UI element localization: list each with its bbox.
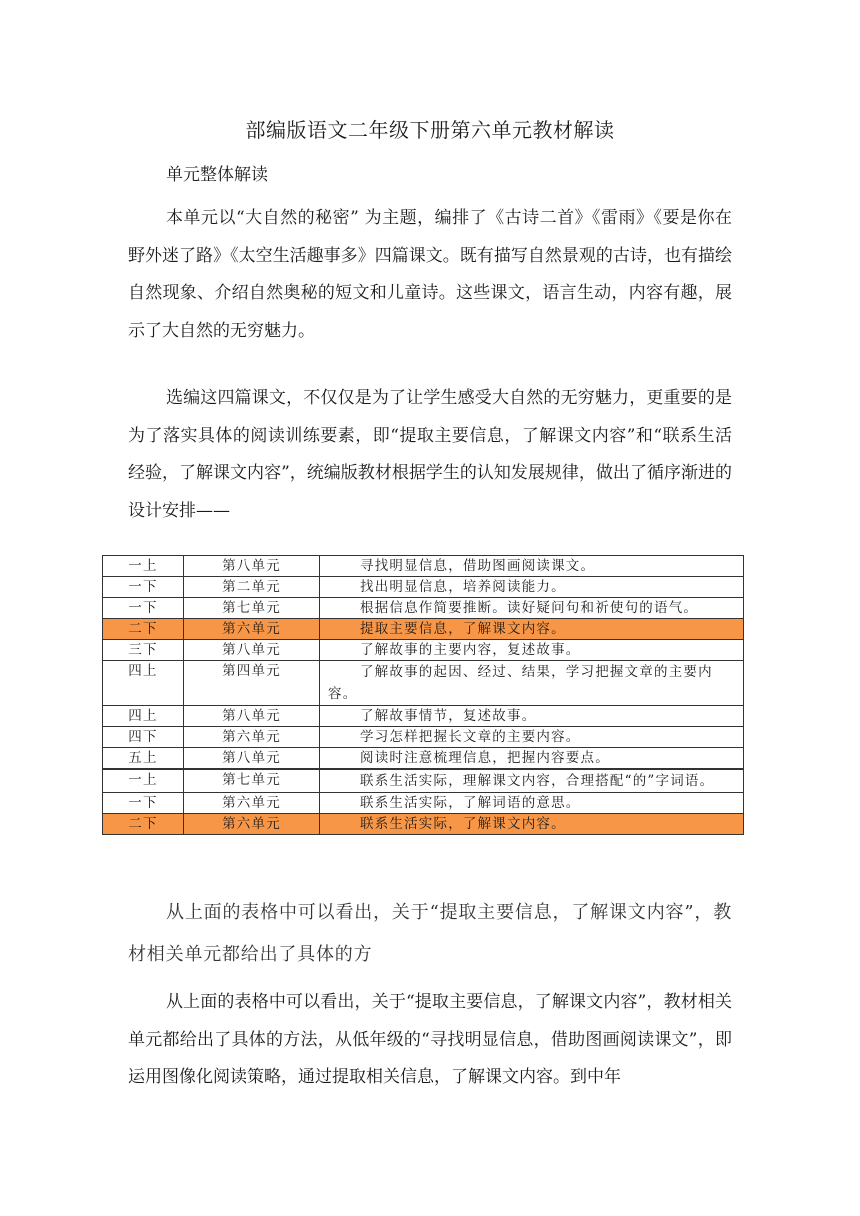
table-row [103, 706, 744, 727]
table-row [103, 769, 744, 793]
table-row [103, 661, 744, 706]
goal-cell: 阅读时注意梳理信息，把握内容要点。 [320, 748, 744, 770]
unit-cell: 第七单元 [184, 769, 320, 793]
goal-cell: 根据信息作简要推断。读好疑问句和祈使句的语气。 [320, 598, 744, 619]
table-row [103, 556, 744, 577]
goal-cell: 了解故事情节，复述故事。 [320, 706, 744, 727]
document-title: 部编版语文二年级下册第六单元教材解读 [245, 118, 615, 142]
grade-cell: 二下 [103, 619, 184, 640]
paragraph-intro: 本单元以“大自然的秘密” 为主题，编排了《古诗二首》《雷雨》《要是你在野外迷了路》《太空生活趣事多》四篇课文。既有描写自然景观的古诗，也有描绘自然现象、介绍自然奥秘的短文和儿童诗。这些课文，语言生动，内容有趣，展示了大自然的无穷魅力。 [128, 208, 732, 341]
goal-cell: 联系生活实际，理解课文内容，合理搭配“的”字词语。 [320, 769, 744, 793]
unit-cell: 第八单元 [184, 748, 320, 770]
grade-cell: 二下 [103, 814, 184, 835]
goal-cell: 学习怎样把握长文章的主要内容。 [320, 727, 744, 748]
unit-cell: 第七单元 [184, 598, 320, 619]
paragraph-table-summary: 从上面的表格中可以看出，关于“提取主要信息，了解课文内容”，教材相关单元都给出了具体的方法，从低年级的“寻找明显信息，借助图画阅读课文”，即运用图像化阅读策略，通过提取相关信息，了解课文内容。到中年 [128, 992, 732, 1088]
table-row [103, 793, 744, 814]
goal-cell: 寻找明显信息，借助图画阅读课文。 [320, 556, 744, 577]
grade-cell: 三下 [103, 640, 184, 661]
goal-cell: 找出明显信息，培养阅读能力。 [320, 577, 744, 598]
unit-cell: 第四单元 [184, 661, 320, 706]
table-row [103, 727, 744, 748]
unit-cell: 第六单元 [184, 619, 320, 640]
grade-cell: 一上 [103, 556, 184, 577]
paragraph-reading-goals: 选编这四篇课文，不仅仅是为了让学生感受大自然的无穷魅力，更重要的是为了落实具体的阅读训练要素，即“提取主要信息，了解课文内容”和“联系生活经验，了解课文内容”，统编版教材根据学生的认知发展规律，做出了循序渐进的设计安排—— [128, 388, 732, 521]
unit-cell: 第六单元 [184, 727, 320, 748]
goal-cell: 了解故事的起因、经过、结果，学习把握文章的主要内容。 [320, 661, 744, 706]
unit-cell: 第二单元 [184, 577, 320, 598]
table-row [103, 577, 744, 598]
goal-cell: 联系生活实际，了解课文内容。 [320, 814, 744, 835]
grade-cell: 四上 [103, 661, 184, 706]
grade-cell: 四下 [103, 727, 184, 748]
table-row [103, 598, 744, 619]
grade-cell: 四上 [103, 706, 184, 727]
unit-cell: 第六单元 [184, 814, 320, 835]
grade-cell: 一下 [103, 577, 184, 598]
paragraph-table-summary-fragment: 从上面的表格中可以看出，关于“提取主要信息，了解课文内容”，教材相关单元都给出了具体的方 [128, 902, 732, 965]
section-heading: 单元整体解读 [166, 165, 268, 185]
goal-cell: 联系生活实际，了解词语的意思。 [320, 793, 744, 814]
goal-cell: 了解故事的主要内容，复述故事。 [320, 640, 744, 661]
unit-cell: 第六单元 [184, 793, 320, 814]
table-row [103, 748, 744, 770]
unit-progression-table [102, 555, 744, 835]
unit-cell: 第八单元 [184, 556, 320, 577]
table-row [103, 640, 744, 661]
grade-cell: 一下 [103, 598, 184, 619]
unit-cell: 第八单元 [184, 706, 320, 727]
goal-cell: 提取主要信息，了解课文内容。 [320, 619, 744, 640]
grade-cell: 五上 [103, 748, 184, 770]
unit-cell: 第八单元 [184, 640, 320, 661]
grade-cell: 一下 [103, 793, 184, 814]
table-row-highlighted [103, 619, 744, 640]
table-row-highlighted [103, 814, 744, 835]
grade-cell: 一上 [103, 769, 184, 793]
